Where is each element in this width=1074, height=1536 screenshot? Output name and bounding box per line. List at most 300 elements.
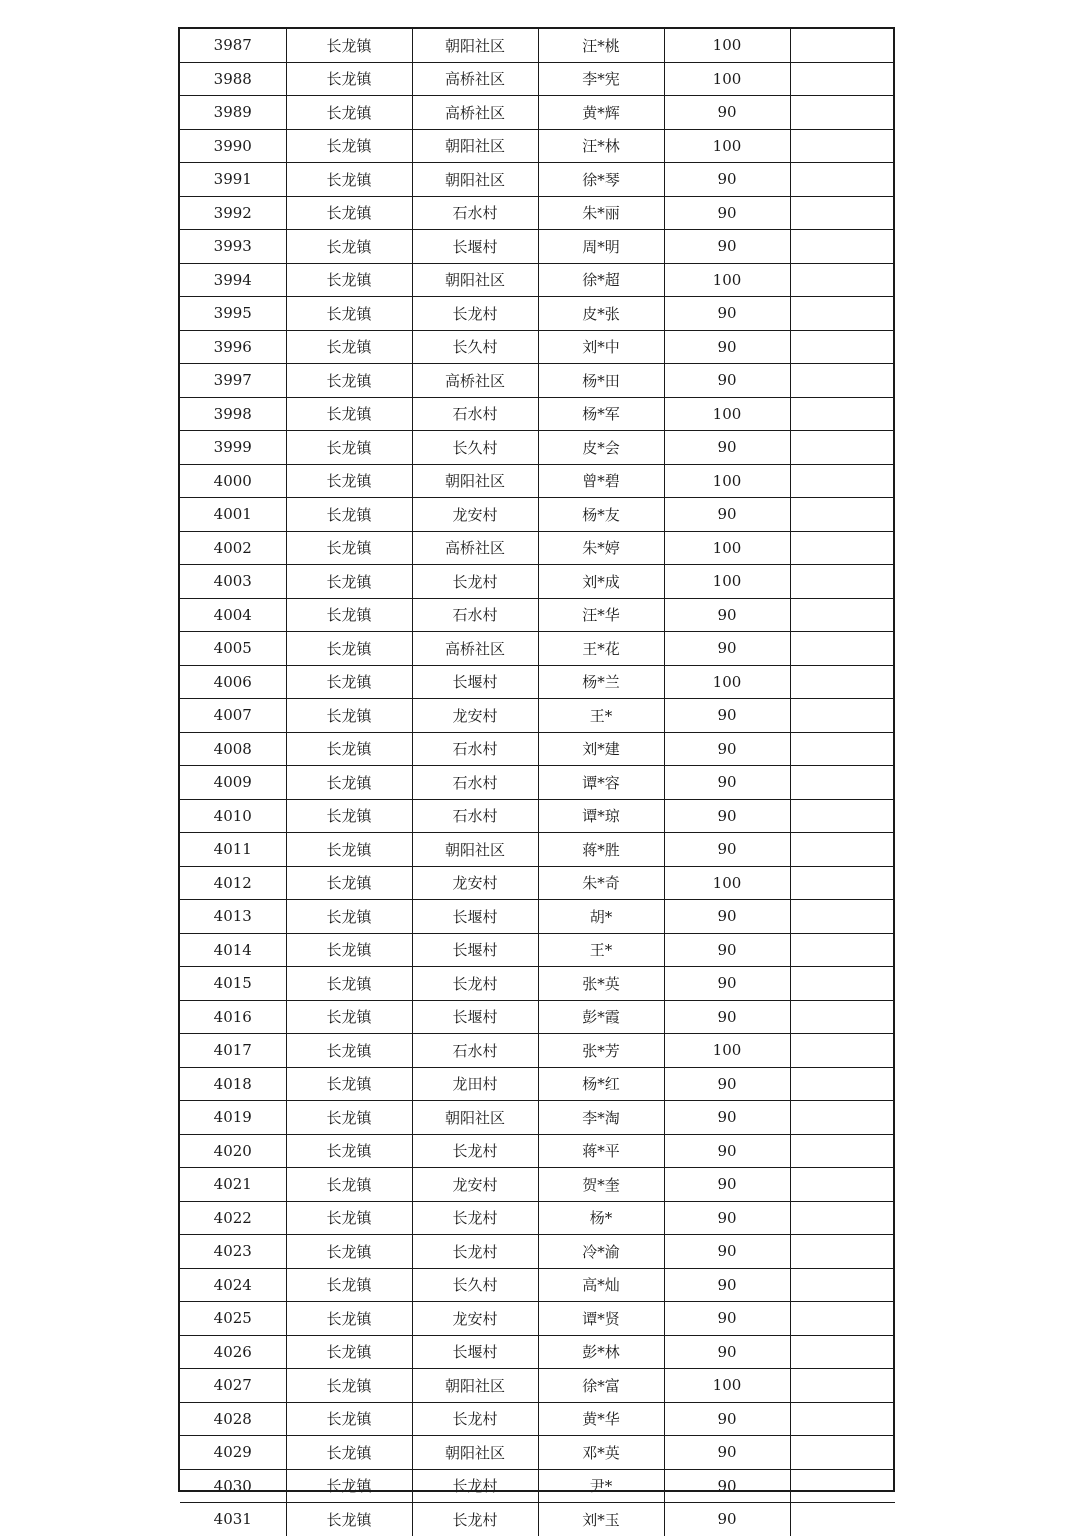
serial-number-cell: 4001 (180, 498, 286, 532)
serial-number-cell: 4023 (180, 1235, 286, 1269)
name-cell: 胡* (538, 900, 664, 934)
serial-number-cell: 4030 (180, 1469, 286, 1503)
amount-cell: 90 (664, 1000, 790, 1034)
serial-number-cell: 4018 (180, 1067, 286, 1101)
community-cell: 石水村 (412, 196, 538, 230)
name-cell: 李*淘 (538, 1101, 664, 1135)
table-row (180, 665, 895, 699)
name-cell: 汪*华 (538, 598, 664, 632)
table-row (180, 330, 895, 364)
community-cell: 龙安村 (412, 866, 538, 900)
community-cell: 龙安村 (412, 1168, 538, 1202)
remark-cell (790, 163, 895, 197)
serial-number-cell: 4008 (180, 732, 286, 766)
table-row (180, 1201, 895, 1235)
remark-cell (790, 196, 895, 230)
community-cell: 朝阳社区 (412, 1436, 538, 1470)
remark-cell (790, 1000, 895, 1034)
town-cell: 长龙镇 (286, 196, 412, 230)
community-cell: 石水村 (412, 766, 538, 800)
remark-cell (790, 96, 895, 130)
amount-cell: 90 (664, 900, 790, 934)
remark-cell (790, 967, 895, 1001)
serial-number-cell: 3993 (180, 230, 286, 264)
community-cell: 朝阳社区 (412, 464, 538, 498)
table-row (180, 464, 895, 498)
amount-cell: 90 (664, 766, 790, 800)
name-cell: 杨*军 (538, 397, 664, 431)
name-cell: 张*芳 (538, 1034, 664, 1068)
town-cell: 长龙镇 (286, 531, 412, 565)
town-cell: 长龙镇 (286, 799, 412, 833)
table-row (180, 967, 895, 1001)
amount-cell: 90 (664, 699, 790, 733)
remark-cell (790, 1134, 895, 1168)
town-cell: 长龙镇 (286, 464, 412, 498)
name-cell: 蒋*平 (538, 1134, 664, 1168)
remark-cell (790, 1201, 895, 1235)
name-cell: 周*明 (538, 230, 664, 264)
remark-cell (790, 62, 895, 96)
amount-cell: 100 (664, 1034, 790, 1068)
remark-cell (790, 1503, 895, 1536)
serial-number-cell: 4020 (180, 1134, 286, 1168)
remark-cell (790, 1469, 895, 1503)
serial-number-cell: 4012 (180, 866, 286, 900)
serial-number-cell: 3997 (180, 364, 286, 398)
community-cell: 朝阳社区 (412, 263, 538, 297)
name-cell: 刘*中 (538, 330, 664, 364)
amount-cell: 90 (664, 1235, 790, 1269)
table-row (180, 598, 895, 632)
community-cell: 长久村 (412, 431, 538, 465)
document-page (178, 27, 895, 1529)
remark-cell (790, 1302, 895, 1336)
amount-cell: 90 (664, 598, 790, 632)
serial-number-cell: 4014 (180, 933, 286, 967)
table-row (180, 498, 895, 532)
town-cell: 长龙镇 (286, 129, 412, 163)
table-row (180, 833, 895, 867)
community-cell: 长堰村 (412, 230, 538, 264)
table-row (180, 1268, 895, 1302)
town-cell: 长龙镇 (286, 933, 412, 967)
community-cell: 高桥社区 (412, 632, 538, 666)
town-cell: 长龙镇 (286, 766, 412, 800)
name-cell: 刘*成 (538, 565, 664, 599)
remark-cell (790, 565, 895, 599)
remark-cell (790, 598, 895, 632)
table-row (180, 1134, 895, 1168)
town-cell: 长龙镇 (286, 665, 412, 699)
town-cell: 长龙镇 (286, 1235, 412, 1269)
remark-cell (790, 297, 895, 331)
amount-cell: 90 (664, 1168, 790, 1202)
town-cell: 长龙镇 (286, 565, 412, 599)
town-cell: 长龙镇 (286, 498, 412, 532)
table-row (180, 1168, 895, 1202)
table-row (180, 732, 895, 766)
table-row (180, 29, 895, 62)
name-cell: 谭*琼 (538, 799, 664, 833)
community-cell: 朝阳社区 (412, 1369, 538, 1403)
serial-number-cell: 3996 (180, 330, 286, 364)
community-cell: 龙安村 (412, 1302, 538, 1336)
remark-cell (790, 732, 895, 766)
remark-cell (790, 766, 895, 800)
town-cell: 长龙镇 (286, 699, 412, 733)
town-cell: 长龙镇 (286, 397, 412, 431)
community-cell: 朝阳社区 (412, 1101, 538, 1135)
town-cell: 长龙镇 (286, 431, 412, 465)
community-cell: 高桥社区 (412, 531, 538, 565)
name-cell: 张*英 (538, 967, 664, 1001)
remark-cell (790, 1101, 895, 1135)
serial-number-cell: 4011 (180, 833, 286, 867)
table-row (180, 297, 895, 331)
serial-number-cell: 4013 (180, 900, 286, 934)
community-cell: 长龙村 (412, 1201, 538, 1235)
town-cell: 长龙镇 (286, 632, 412, 666)
name-cell: 汪*桃 (538, 29, 664, 62)
name-cell: 冷*渝 (538, 1235, 664, 1269)
name-cell: 徐*富 (538, 1369, 664, 1403)
remark-cell (790, 464, 895, 498)
serial-number-cell: 3989 (180, 96, 286, 130)
name-cell: 杨*兰 (538, 665, 664, 699)
table-row (180, 766, 895, 800)
serial-number-cell: 4009 (180, 766, 286, 800)
town-cell: 长龙镇 (286, 96, 412, 130)
serial-number-cell: 4010 (180, 799, 286, 833)
remark-cell (790, 498, 895, 532)
town-cell: 长龙镇 (286, 1402, 412, 1436)
amount-cell: 100 (664, 129, 790, 163)
name-cell: 徐*琴 (538, 163, 664, 197)
remark-cell (790, 933, 895, 967)
community-cell: 长龙村 (412, 1402, 538, 1436)
remark-cell (790, 397, 895, 431)
amount-cell: 100 (664, 263, 790, 297)
name-cell: 王* (538, 933, 664, 967)
table-row (180, 1302, 895, 1336)
name-cell: 朱*丽 (538, 196, 664, 230)
name-cell: 尹* (538, 1469, 664, 1503)
amount-cell: 100 (664, 29, 790, 62)
table-row (180, 866, 895, 900)
community-cell: 龙安村 (412, 699, 538, 733)
name-cell: 高*灿 (538, 1268, 664, 1302)
serial-number-cell: 4027 (180, 1369, 286, 1403)
town-cell: 长龙镇 (286, 1503, 412, 1536)
town-cell: 长龙镇 (286, 1302, 412, 1336)
community-cell: 长龙村 (412, 1235, 538, 1269)
amount-cell: 90 (664, 1503, 790, 1536)
amount-cell: 90 (664, 431, 790, 465)
name-cell: 彭*霞 (538, 1000, 664, 1034)
town-cell: 长龙镇 (286, 62, 412, 96)
town-cell: 长龙镇 (286, 732, 412, 766)
community-cell: 朝阳社区 (412, 163, 538, 197)
serial-number-cell: 4007 (180, 699, 286, 733)
town-cell: 长龙镇 (286, 1201, 412, 1235)
amount-cell: 90 (664, 1402, 790, 1436)
town-cell: 长龙镇 (286, 364, 412, 398)
community-cell: 长龙村 (412, 967, 538, 1001)
town-cell: 长龙镇 (286, 1101, 412, 1135)
community-cell: 石水村 (412, 397, 538, 431)
amount-cell: 90 (664, 230, 790, 264)
community-cell: 长久村 (412, 1268, 538, 1302)
remark-cell (790, 129, 895, 163)
serial-number-cell: 4022 (180, 1201, 286, 1235)
table-body (180, 29, 895, 1536)
serial-number-cell: 4021 (180, 1168, 286, 1202)
remark-cell (790, 799, 895, 833)
serial-number-cell: 3994 (180, 263, 286, 297)
serial-number-cell: 4006 (180, 665, 286, 699)
name-cell: 谭*容 (538, 766, 664, 800)
amount-cell: 100 (664, 866, 790, 900)
amount-cell: 90 (664, 1101, 790, 1135)
table-row (180, 397, 895, 431)
community-cell: 长堰村 (412, 933, 538, 967)
serial-number-cell: 3987 (180, 29, 286, 62)
town-cell: 长龙镇 (286, 866, 412, 900)
name-cell: 汪*林 (538, 129, 664, 163)
name-cell: 徐*超 (538, 263, 664, 297)
table-row (180, 163, 895, 197)
table-row (180, 196, 895, 230)
town-cell: 长龙镇 (286, 1369, 412, 1403)
town-cell: 长龙镇 (286, 1436, 412, 1470)
community-cell: 长龙村 (412, 1469, 538, 1503)
amount-cell: 100 (664, 1369, 790, 1403)
community-cell: 高桥社区 (412, 96, 538, 130)
amount-cell: 90 (664, 799, 790, 833)
table-row (180, 1469, 895, 1503)
town-cell: 长龙镇 (286, 29, 412, 62)
remark-cell (790, 699, 895, 733)
town-cell: 长龙镇 (286, 297, 412, 331)
remark-cell (790, 330, 895, 364)
community-cell: 朝阳社区 (412, 833, 538, 867)
remark-cell (790, 531, 895, 565)
remark-cell (790, 900, 895, 934)
amount-cell: 90 (664, 163, 790, 197)
remark-cell (790, 1268, 895, 1302)
community-cell: 龙田村 (412, 1067, 538, 1101)
remark-cell (790, 1436, 895, 1470)
table-row (180, 1503, 895, 1536)
table-row (180, 632, 895, 666)
name-cell: 谭*贤 (538, 1302, 664, 1336)
remark-cell (790, 1067, 895, 1101)
town-cell: 长龙镇 (286, 1335, 412, 1369)
table-row (180, 230, 895, 264)
amount-cell: 100 (664, 62, 790, 96)
amount-cell: 90 (664, 1268, 790, 1302)
table-row (180, 1101, 895, 1135)
table-row (180, 263, 895, 297)
amount-cell: 90 (664, 498, 790, 532)
remark-cell (790, 1369, 895, 1403)
table-row (180, 364, 895, 398)
table-row (180, 1369, 895, 1403)
amount-cell: 90 (664, 297, 790, 331)
serial-number-cell: 4000 (180, 464, 286, 498)
table-row (180, 1402, 895, 1436)
town-cell: 长龙镇 (286, 1000, 412, 1034)
remark-cell (790, 1168, 895, 1202)
table-row (180, 431, 895, 465)
town-cell: 长龙镇 (286, 163, 412, 197)
table-row (180, 1335, 895, 1369)
amount-cell: 90 (664, 967, 790, 1001)
remark-cell (790, 230, 895, 264)
table-row (180, 1034, 895, 1068)
community-cell: 石水村 (412, 598, 538, 632)
community-cell: 长龙村 (412, 565, 538, 599)
name-cell: 皮*张 (538, 297, 664, 331)
name-cell: 杨*友 (538, 498, 664, 532)
town-cell: 长龙镇 (286, 330, 412, 364)
table-row (180, 1436, 895, 1470)
town-cell: 长龙镇 (286, 833, 412, 867)
table-row (180, 96, 895, 130)
serial-number-cell: 4016 (180, 1000, 286, 1034)
table-row (180, 129, 895, 163)
remark-cell (790, 431, 895, 465)
amount-cell: 90 (664, 732, 790, 766)
table-row (180, 900, 895, 934)
serial-number-cell: 3988 (180, 62, 286, 96)
serial-number-cell: 4031 (180, 1503, 286, 1536)
table-row (180, 699, 895, 733)
serial-number-cell: 3992 (180, 196, 286, 230)
town-cell: 长龙镇 (286, 900, 412, 934)
amount-cell: 90 (664, 833, 790, 867)
amount-cell: 90 (664, 1067, 790, 1101)
amount-cell: 90 (664, 1469, 790, 1503)
name-cell: 王*花 (538, 632, 664, 666)
town-cell: 长龙镇 (286, 598, 412, 632)
serial-number-cell: 4028 (180, 1402, 286, 1436)
community-cell: 长龙村 (412, 1503, 538, 1536)
remark-cell (790, 1402, 895, 1436)
community-cell: 石水村 (412, 732, 538, 766)
name-cell: 黄*辉 (538, 96, 664, 130)
name-cell: 皮*会 (538, 431, 664, 465)
amount-cell: 90 (664, 933, 790, 967)
town-cell: 长龙镇 (286, 230, 412, 264)
name-cell: 彭*林 (538, 1335, 664, 1369)
community-cell: 朝阳社区 (412, 129, 538, 163)
name-cell: 刘*玉 (538, 1503, 664, 1536)
serial-number-cell: 4024 (180, 1268, 286, 1302)
serial-number-cell: 3999 (180, 431, 286, 465)
serial-number-cell: 4017 (180, 1034, 286, 1068)
serial-number-cell: 3991 (180, 163, 286, 197)
name-cell: 贺*奎 (538, 1168, 664, 1202)
community-cell: 高桥社区 (412, 62, 538, 96)
amount-cell: 90 (664, 96, 790, 130)
serial-number-cell: 3995 (180, 297, 286, 331)
community-cell: 长久村 (412, 330, 538, 364)
community-cell: 龙安村 (412, 498, 538, 532)
amount-cell: 100 (664, 531, 790, 565)
name-cell: 黄*华 (538, 1402, 664, 1436)
town-cell: 长龙镇 (286, 1469, 412, 1503)
serial-number-cell: 4015 (180, 967, 286, 1001)
amount-cell: 90 (664, 1201, 790, 1235)
serial-number-cell: 4019 (180, 1101, 286, 1135)
data-table (180, 29, 895, 1536)
name-cell: 蒋*胜 (538, 833, 664, 867)
amount-cell: 100 (664, 397, 790, 431)
serial-number-cell: 4025 (180, 1302, 286, 1336)
name-cell: 刘*建 (538, 732, 664, 766)
amount-cell: 90 (664, 330, 790, 364)
serial-number-cell: 4004 (180, 598, 286, 632)
remark-cell (790, 263, 895, 297)
amount-cell: 90 (664, 364, 790, 398)
town-cell: 长龙镇 (286, 1268, 412, 1302)
table-row (180, 565, 895, 599)
community-cell: 长堰村 (412, 900, 538, 934)
remark-cell (790, 1335, 895, 1369)
town-cell: 长龙镇 (286, 1134, 412, 1168)
serial-number-cell: 3998 (180, 397, 286, 431)
amount-cell: 90 (664, 196, 790, 230)
amount-cell: 90 (664, 1134, 790, 1168)
serial-number-cell: 4026 (180, 1335, 286, 1369)
table-row (180, 1000, 895, 1034)
community-cell: 长龙村 (412, 1134, 538, 1168)
name-cell: 曾*碧 (538, 464, 664, 498)
community-cell: 朝阳社区 (412, 29, 538, 62)
amount-cell: 90 (664, 1335, 790, 1369)
town-cell: 长龙镇 (286, 263, 412, 297)
name-cell: 邓*英 (538, 1436, 664, 1470)
community-cell: 长堰村 (412, 665, 538, 699)
community-cell: 长堰村 (412, 1000, 538, 1034)
town-cell: 长龙镇 (286, 967, 412, 1001)
remark-cell (790, 665, 895, 699)
serial-number-cell: 3990 (180, 129, 286, 163)
name-cell: 李*宪 (538, 62, 664, 96)
name-cell: 杨*红 (538, 1067, 664, 1101)
serial-number-cell: 4002 (180, 531, 286, 565)
serial-number-cell: 4003 (180, 565, 286, 599)
amount-cell: 100 (664, 665, 790, 699)
town-cell: 长龙镇 (286, 1034, 412, 1068)
amount-cell: 90 (664, 632, 790, 666)
remark-cell (790, 866, 895, 900)
amount-cell: 100 (664, 565, 790, 599)
community-cell: 石水村 (412, 799, 538, 833)
amount-cell: 90 (664, 1302, 790, 1336)
table-row (180, 1235, 895, 1269)
name-cell: 王* (538, 699, 664, 733)
table-row (180, 531, 895, 565)
table-row (180, 799, 895, 833)
table-row (180, 933, 895, 967)
remark-cell (790, 364, 895, 398)
community-cell: 高桥社区 (412, 364, 538, 398)
serial-number-cell: 4005 (180, 632, 286, 666)
community-cell: 长堰村 (412, 1335, 538, 1369)
